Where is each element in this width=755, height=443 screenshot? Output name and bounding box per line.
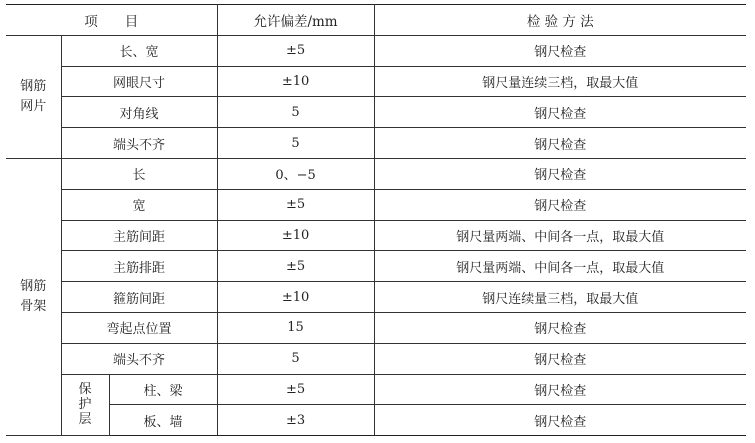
item-cell: 端头不齐 bbox=[61, 128, 217, 159]
table-row bbox=[6, 35, 746, 66]
header-row bbox=[6, 5, 746, 36]
table-row bbox=[6, 312, 746, 343]
item-cell: 网眼尺寸 bbox=[61, 66, 217, 97]
tolerance-cell: 5 bbox=[217, 97, 374, 128]
header-item: 项 目 bbox=[6, 5, 217, 36]
table-row bbox=[6, 128, 746, 159]
tolerance-cell: ±5 bbox=[217, 251, 374, 282]
method-cell: 钢尺检查 bbox=[374, 128, 746, 159]
tolerance-cell: ±10 bbox=[217, 66, 374, 97]
item-cell: 板、墙 bbox=[109, 405, 217, 436]
table-row bbox=[6, 282, 746, 313]
tolerance-cell: 5 bbox=[217, 128, 374, 159]
method-cell: 钢尺检查 bbox=[374, 405, 746, 436]
method-cell: 钢尺检查 bbox=[374, 35, 746, 66]
item-cell: 弯起点位置 bbox=[61, 312, 217, 343]
group-label-mesh: 钢筋 网片 bbox=[6, 35, 61, 158]
method-cell: 钢尺检查 bbox=[374, 158, 746, 189]
cover-label: 保 护 层 bbox=[61, 374, 109, 436]
header-tolerance: 允许偏差/mm bbox=[217, 5, 374, 36]
item-cell: 柱、梁 bbox=[109, 374, 217, 405]
table-row bbox=[6, 158, 746, 189]
method-cell: 钢尺检查 bbox=[374, 343, 746, 374]
tolerance-cell: 0、−5 bbox=[217, 158, 374, 189]
table-row bbox=[6, 251, 746, 282]
method-cell: 钢尺检查 bbox=[374, 374, 746, 405]
item-cell: 长、宽 bbox=[61, 35, 217, 66]
method-cell: 钢尺检查 bbox=[374, 312, 746, 343]
method-cell: 钢尺量两端、中间各一点，取最大值 bbox=[374, 220, 746, 251]
method-cell: 钢尺量两端、中间各一点，取最大值 bbox=[374, 251, 746, 282]
item-cell: 箍筋间距 bbox=[61, 282, 217, 313]
item-cell: 长 bbox=[61, 158, 217, 189]
header-method: 检 验 方 法 bbox=[374, 5, 746, 36]
table-row bbox=[6, 405, 746, 436]
item-cell: 端头不齐 bbox=[61, 343, 217, 374]
item-cell: 宽 bbox=[61, 189, 217, 220]
table-row bbox=[6, 189, 746, 220]
method-cell: 钢尺检查 bbox=[374, 189, 746, 220]
table-row bbox=[6, 97, 746, 128]
table-row bbox=[6, 374, 746, 405]
group-label-skeleton: 钢筋 骨架 bbox=[6, 158, 61, 435]
tolerance-cell: 15 bbox=[217, 312, 374, 343]
tolerance-cell: ±5 bbox=[217, 374, 374, 405]
method-cell: 钢尺量连续三档，取最大值 bbox=[374, 66, 746, 97]
item-cell: 主筋排距 bbox=[61, 251, 217, 282]
method-cell: 钢尺检查 bbox=[374, 97, 746, 128]
tolerance-cell: ±10 bbox=[217, 220, 374, 251]
tolerance-cell: ±10 bbox=[217, 282, 374, 313]
tolerance-cell: ±3 bbox=[217, 405, 374, 436]
tolerance-table bbox=[6, 4, 746, 436]
table-row bbox=[6, 343, 746, 374]
item-cell: 主筋间距 bbox=[61, 220, 217, 251]
tolerance-cell: 5 bbox=[217, 343, 374, 374]
tolerance-cell: ±5 bbox=[217, 35, 374, 66]
item-cell: 对角线 bbox=[61, 97, 217, 128]
table-row bbox=[6, 66, 746, 97]
tolerance-cell: ±5 bbox=[217, 189, 374, 220]
table-row bbox=[6, 220, 746, 251]
method-cell: 钢尺连续量三档，取最大值 bbox=[374, 282, 746, 313]
